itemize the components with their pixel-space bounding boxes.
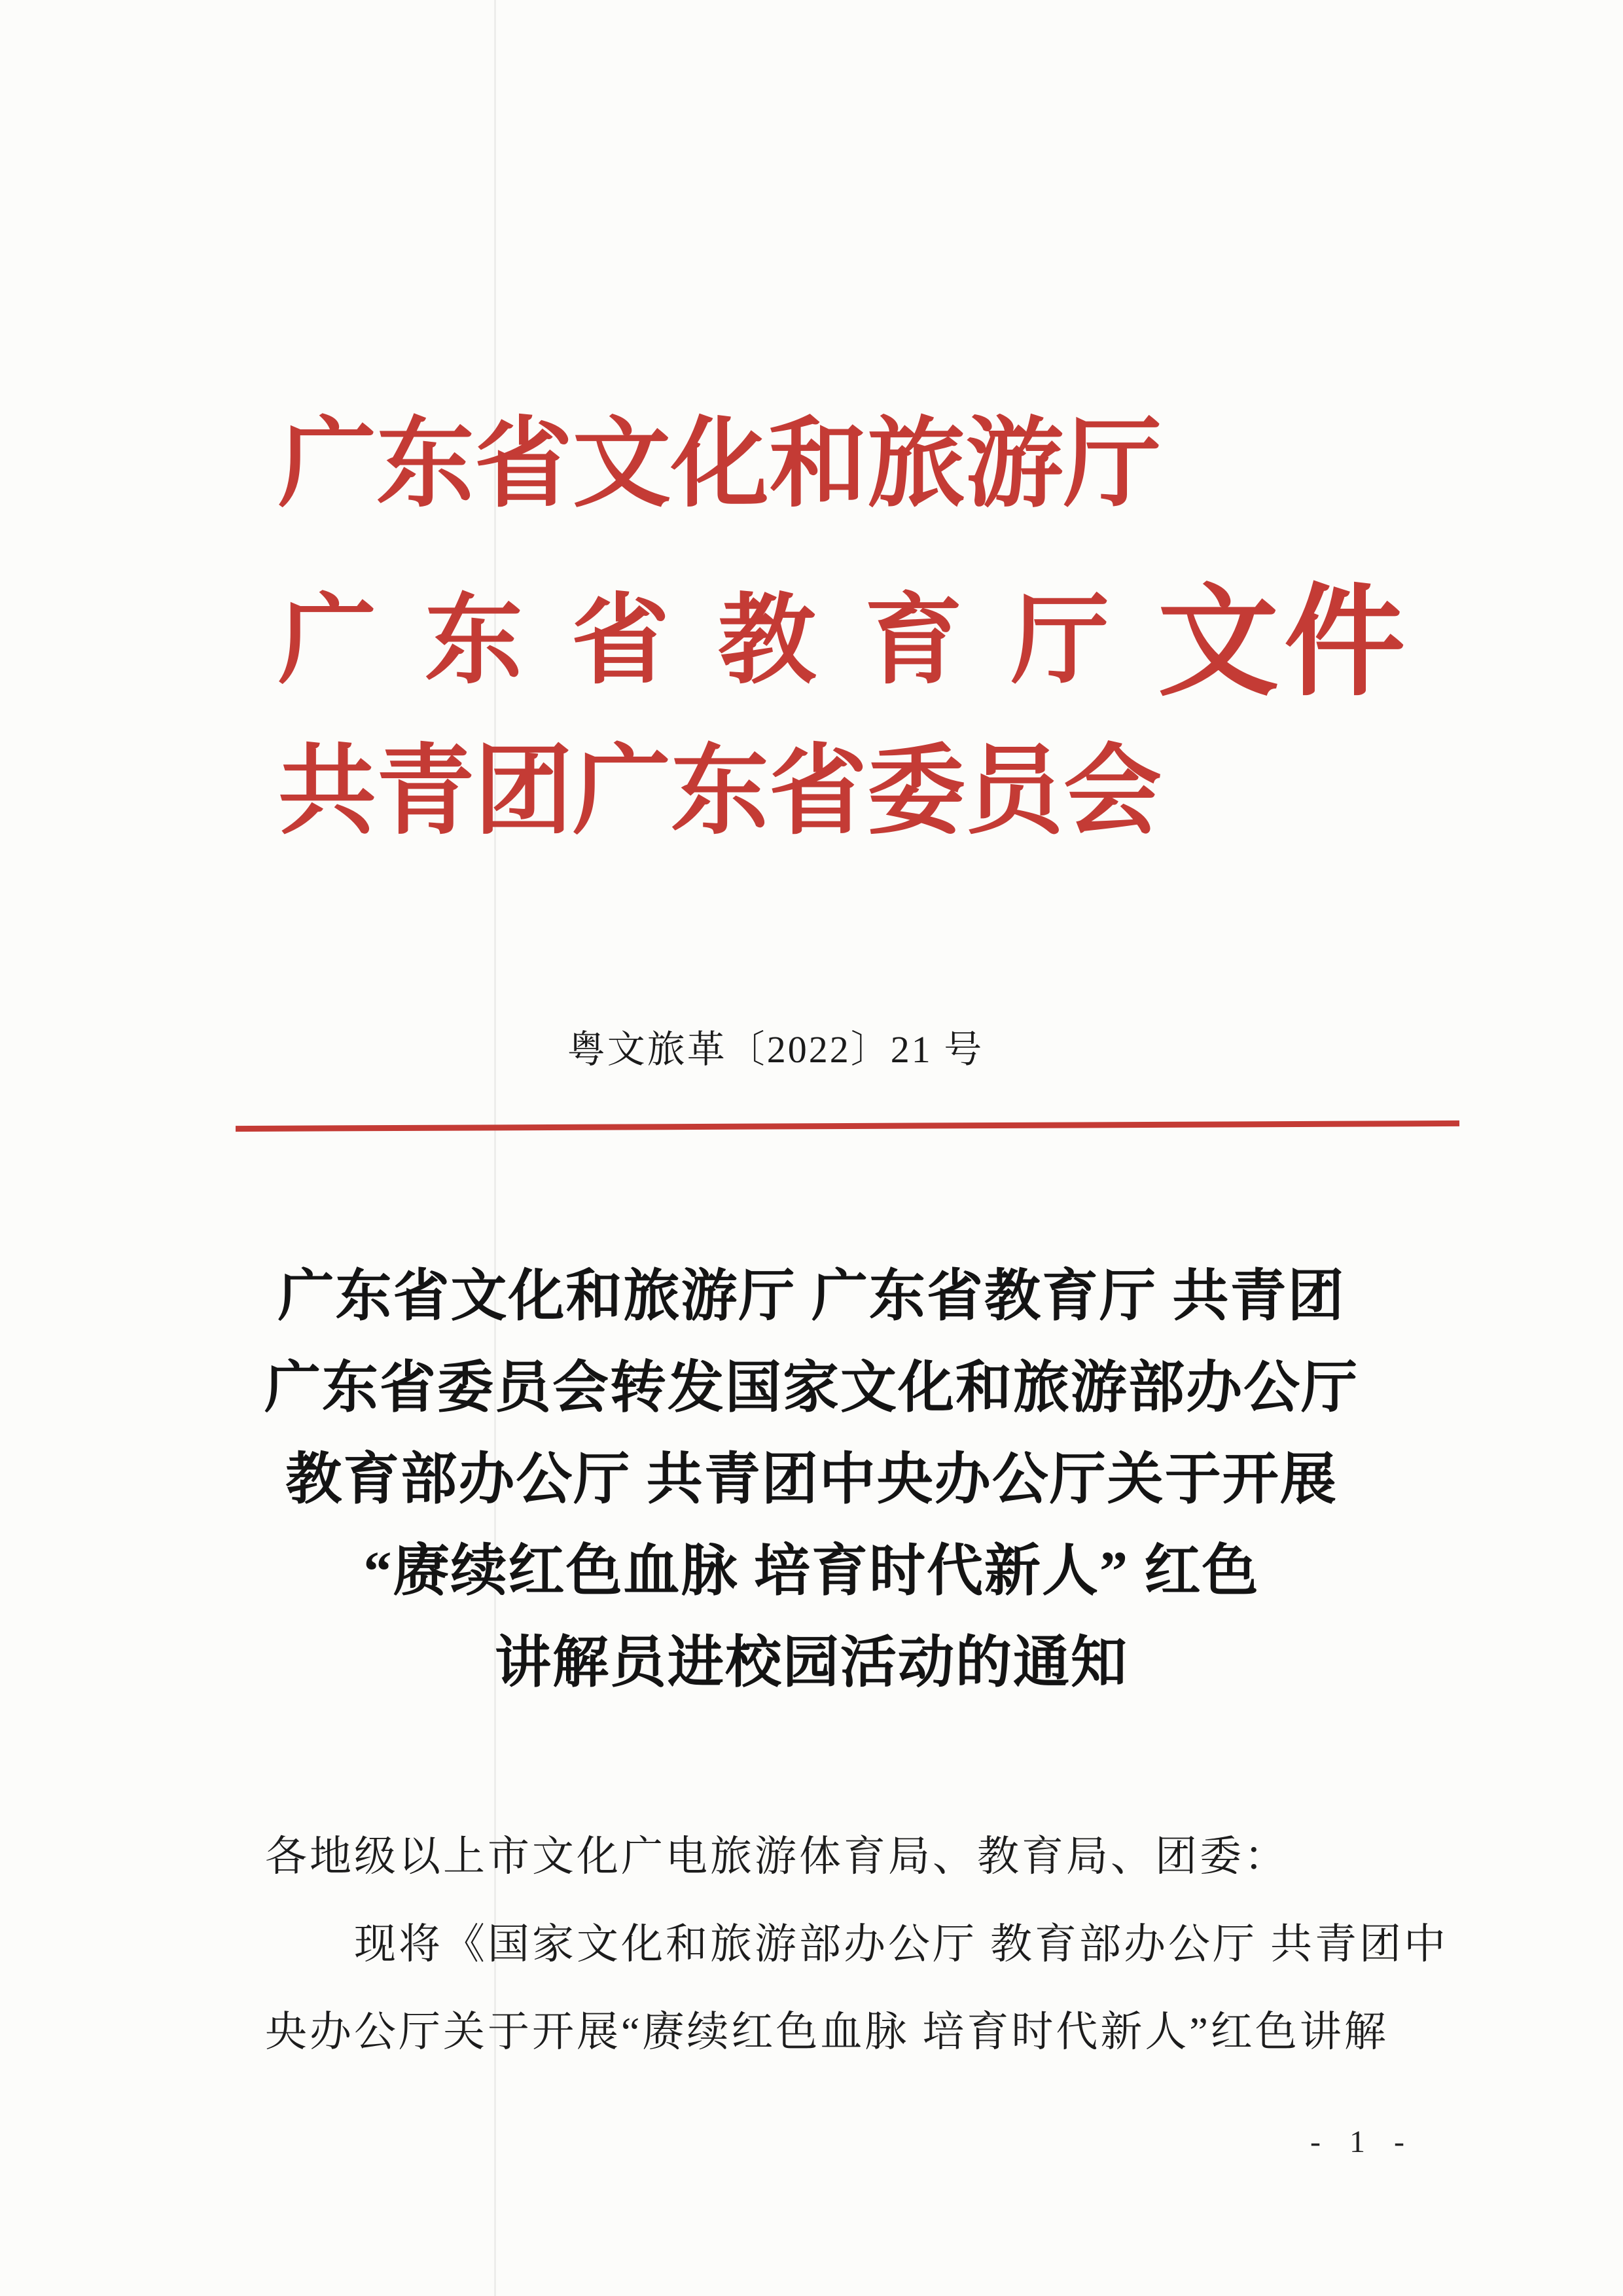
- issuer-name-line-2-agency: 广东省教育厅: [278, 587, 1158, 696]
- paragraph-line-2: 央办公厅关于开展“赓续红色血脉 培育时代新人”红色讲解: [265, 2009, 1389, 2055]
- title-line-3: 教育部办公厅 共青团中央办公厅关于开展: [285, 1448, 1338, 1511]
- document-reference-number: 粤文旅革〔2022〕21 号: [567, 1028, 984, 1071]
- page-number: - 1 -: [1310, 2125, 1415, 2159]
- issuer-name-line-1: 广东省文化和旅游厅: [278, 410, 1162, 519]
- title-line-2: 广东省委员会转发国家文化和旅游部办公厅: [264, 1356, 1359, 1419]
- title-line-1: 广东省文化和旅游厅 广东省教育厅 共青团: [277, 1265, 1346, 1327]
- red-divider-line: [236, 1121, 1459, 1132]
- issuer-name-line-2-wenjian: 文件: [1158, 577, 1411, 711]
- issuer-name-line-2: [278, 566, 1411, 711]
- title-line-5: 讲解员进校园活动的通知: [495, 1631, 1128, 1694]
- issuer-name-line-3: 共青团广东省委员会: [278, 738, 1162, 846]
- document-title: [196, 1250, 1427, 1708]
- salutation-line: 各地级以上市文化广电旅游体育局、教育局、团委：: [265, 1833, 1289, 1880]
- document-body: [265, 1813, 1448, 2076]
- paragraph-line-1: 现将《国家文化和旅游部办公厅 教育部办公厅 共青团中: [354, 1921, 1448, 1967]
- title-line-4: “赓续红色血脉 培育时代新人” 红色: [363, 1539, 1260, 1602]
